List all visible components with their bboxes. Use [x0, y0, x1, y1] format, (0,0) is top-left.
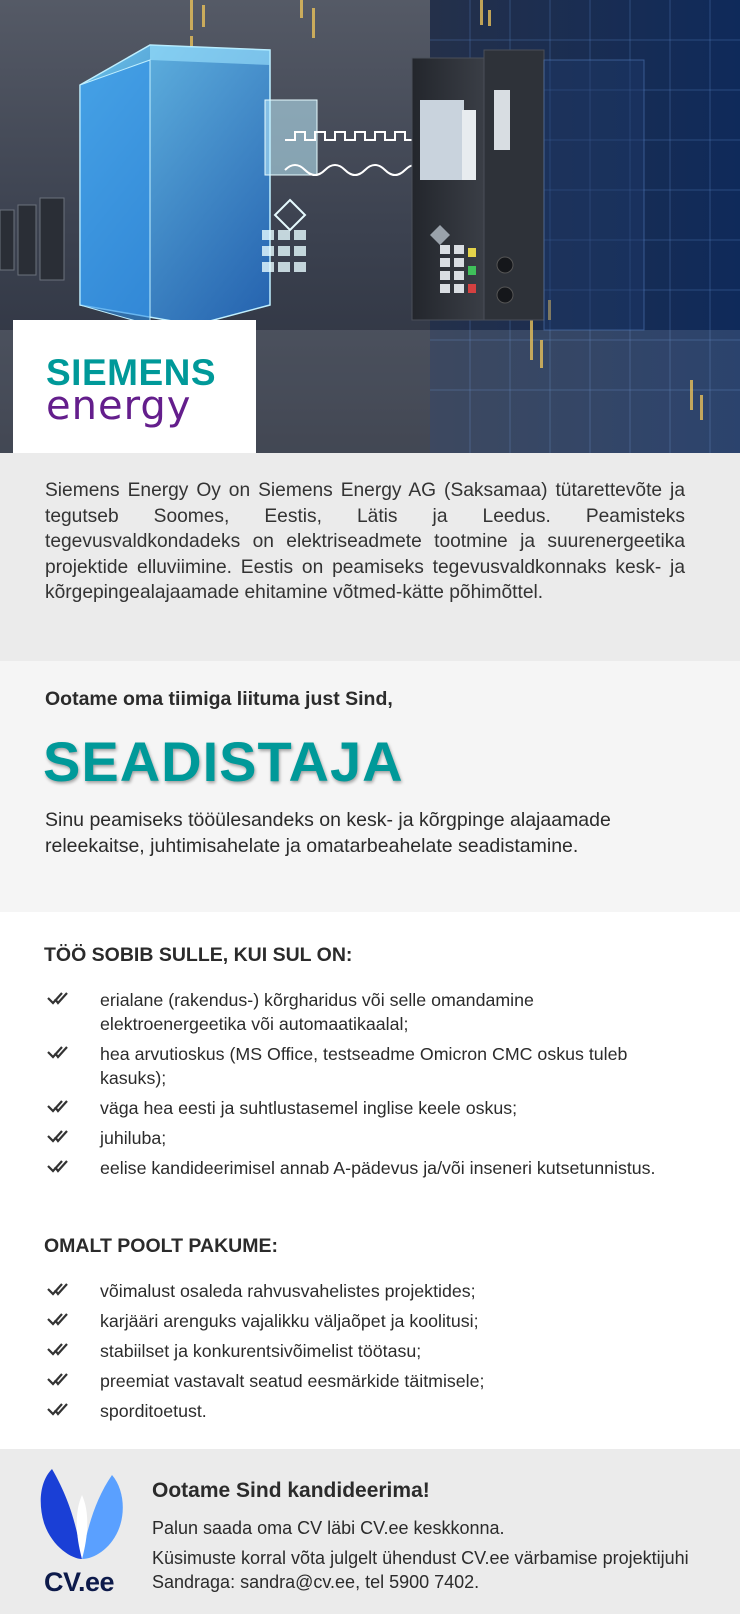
double-check-icon: [46, 1043, 70, 1061]
company-intro-text: Siemens Energy Oy on Siemens Energy AG (Saksamaa) tütarettevõte ja tegutseb Soomes, Eestis, Lätis ja Leedus. Peamisteks tegevusvaldkondadeks on elektriseadmete tootmine ja suurenergeetika projektide elluviimine. Eestis on peamiseks tegevusvaldkonnaks kesk- ja kõrgepingealajaamade ehitamine võtmed-kätte põhimõttel.: [45, 480, 685, 604]
hero-banner: [0, 0, 740, 453]
offer-text: preemiat vastavalt seatud eesmärkide täitmisele;: [100, 1371, 485, 1391]
requirement-text: väga hea eesti ja suhtlustasemel inglise keele oskus;: [100, 1098, 518, 1118]
double-check-icon: [46, 1280, 70, 1298]
offer-text: sporditoetust.: [100, 1401, 207, 1421]
list-item: [0, 1369, 740, 1399]
cv-ee-logo-text: CV.ee: [44, 1567, 115, 1597]
double-check-icon: [46, 1400, 70, 1418]
company-intro: [0, 453, 740, 661]
list-item: [0, 1309, 740, 1339]
double-check-icon: [46, 1127, 70, 1145]
requirement-text: juhiluba;: [100, 1128, 167, 1148]
double-check-icon: [46, 1310, 70, 1328]
job-description: Sinu peamiseks tööülesandeks on kesk- ja kõrgpinge alajaamade releekaitse, juhtimisahelate ja omatarbeahelate seadistamine.: [45, 809, 611, 857]
list-item: [0, 1399, 740, 1429]
offer-text: võimalust osaleda rahvusvahelistes projektides;: [100, 1281, 476, 1301]
job-lead: Ootame oma tiimiga liituma just Sind,: [45, 688, 393, 710]
footer-line-1: Palun saada oma CV läbi CV.ee keskkonna.: [152, 1518, 505, 1538]
offer-text: karjääri arenguks vajalikku väljaõpet ja koolitusi;: [100, 1311, 479, 1331]
footer-heading: Ootame Sind kandideerima!: [152, 1479, 430, 1502]
requirements-heading: TÖÖ SOBIB SULLE, KUI SUL ON:: [44, 944, 353, 966]
logo-siemens-text: SIEMENS: [46, 352, 217, 393]
list-item: [0, 1042, 740, 1096]
requirement-text: erialane (rakendus-) kõrgharidus või selle omandamine elektroenergeetika või automaatikaalal;: [100, 990, 534, 1034]
siemens-energy-logo: [13, 320, 256, 453]
offers-heading: OMALT POOLT PAKUME:: [44, 1235, 278, 1257]
requirement-text: eelise kandideerimisel annab A-pädevus ja/või inseneri kutsetunnistus.: [100, 1158, 656, 1178]
job-title: SEADISTAJA: [43, 730, 404, 793]
double-check-icon: [46, 1097, 70, 1115]
list-item: [0, 1339, 740, 1369]
list-item: [0, 1126, 740, 1156]
footer-contact-text: Küsimuste korral võta julgelt ühendust CV.ee värbamise projektijuhi Sandraga: sandra@cv.ee, tel 5900 7402.: [152, 1548, 689, 1592]
footer-contact: [0, 1449, 740, 1614]
cv-ee-logo-icon: [38, 1467, 126, 1563]
list-item: [0, 1156, 740, 1210]
requirements-list: [0, 988, 740, 1210]
job-section: [0, 661, 740, 912]
list-item: [0, 1096, 740, 1126]
double-check-icon: [46, 989, 70, 1007]
double-check-icon: [46, 1370, 70, 1388]
list-item: [0, 988, 740, 1042]
logo-energy-text: energy: [46, 383, 192, 429]
offer-text: stabiilset ja konkurentsivõimelist töötasu;: [100, 1341, 422, 1361]
double-check-icon: [46, 1340, 70, 1358]
double-check-icon: [46, 1157, 70, 1175]
list-item: [0, 1279, 740, 1309]
requirement-text: hea arvutioskus (MS Office, testseadme Omicron CMC oskus tuleb kasuks);: [100, 1044, 628, 1088]
offers-list: [0, 1279, 740, 1429]
